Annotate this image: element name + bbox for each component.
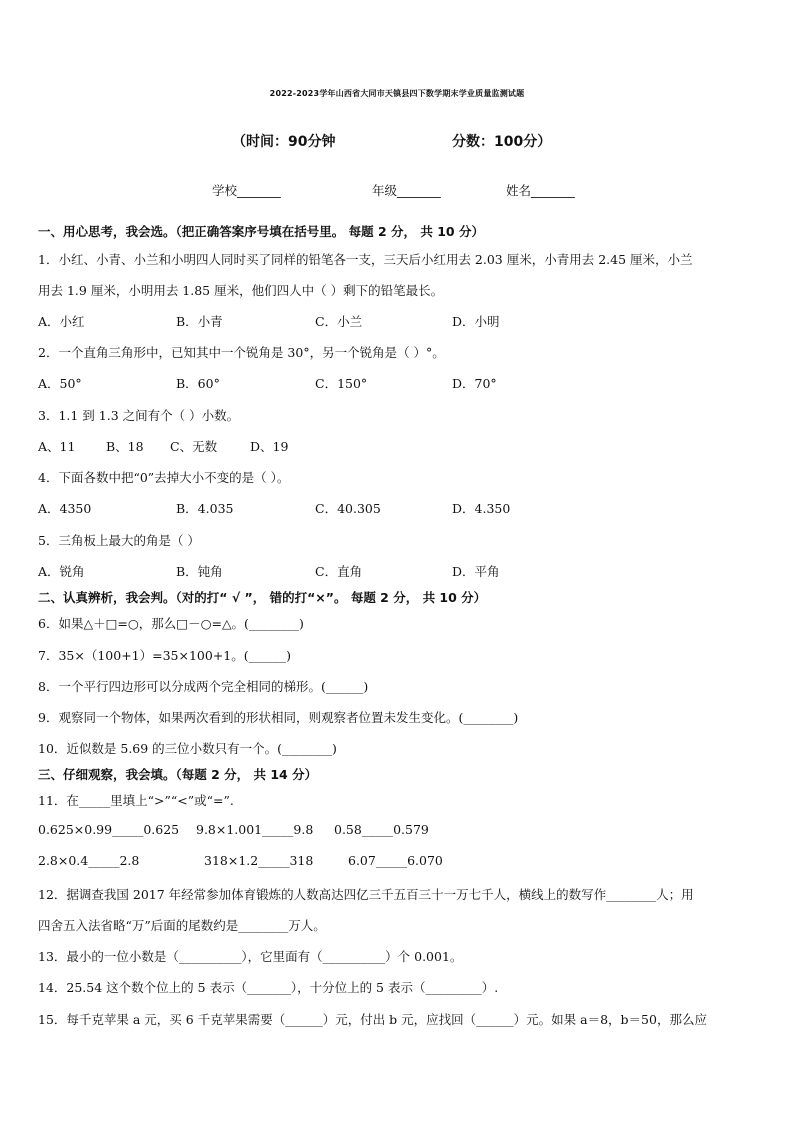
exam-score: 分数：100分） bbox=[452, 134, 552, 150]
option: D．平角 bbox=[452, 564, 500, 579]
question-9: 9．观察同一个物体，如果两次看到的形状相同，则观察者位置未发生变化。(________) bbox=[38, 710, 519, 725]
question-1-line-1: 1．小红、小青、小兰和小明四人同时买了同样的铅笔各一支，三天后小红用去 2.03 厘米，小青用去 2.45 厘米，小兰 bbox=[38, 252, 693, 267]
question-8: 8．一个平行四边形可以分成两个完全相同的梯形。(______) bbox=[38, 679, 369, 694]
name-field: 姓名_______ bbox=[506, 183, 575, 198]
comparison-item: 0.625×0.99_____0.625 bbox=[38, 822, 180, 837]
option: A．4350 bbox=[38, 501, 92, 516]
comparison-item: 2.8×0.4_____2.8 bbox=[38, 853, 140, 868]
question-13: 13．最小的一位小数是（__________），它里面有（__________）个 0.001。 bbox=[38, 949, 463, 964]
option: A、11 bbox=[38, 439, 76, 454]
option: C．40.305 bbox=[315, 501, 381, 516]
question-4: 4．下面各数中把“0”去掉大小不变的是（ ）。 bbox=[38, 470, 290, 485]
school-field: 学校_______ bbox=[212, 183, 281, 198]
question-12-line-2: 四舍五入法省略“万”后面的尾数约是________万人。 bbox=[38, 918, 326, 933]
comparison-item: 0.58_____0.579 bbox=[334, 822, 429, 837]
comparison-item: 318×1.2_____318 bbox=[204, 853, 314, 868]
option: B．4.035 bbox=[176, 501, 234, 516]
section-heading: 三、仔细观察，我会填。（每题 2 分， 共 14 分） bbox=[38, 767, 318, 782]
question-10: 10．近似数是 5.69 的三位小数只有一个。(________) bbox=[38, 741, 337, 756]
option: A．小红 bbox=[38, 314, 85, 329]
grade-field: 年级_______ bbox=[372, 183, 441, 198]
option: B．60° bbox=[176, 376, 220, 391]
question-1-line-2: 用去 1.9 厘米，小明用去 1.85 厘米，他们四人中（ ）剩下的铅笔最长。 bbox=[38, 283, 444, 298]
option: C．小兰 bbox=[315, 314, 363, 329]
option: B、18 bbox=[106, 439, 144, 454]
question-15: 15．每千克苹果 a 元，买 6 千克苹果需要（______）元，付出 b 元，应找回（______）元。如果 a＝8，b＝50，那么应 bbox=[38, 1012, 707, 1027]
question-11: 11．在_____里填上“>”“<”或“=”. bbox=[38, 793, 234, 808]
question-6: 6．如果△＋□=○，那么□－○=△。(________) bbox=[38, 616, 304, 631]
exam-time: （时间：90分钟 bbox=[232, 134, 336, 150]
option: D．4.350 bbox=[452, 501, 511, 516]
option: C．150° bbox=[315, 376, 368, 391]
comparison-item: 6.07_____6.070 bbox=[348, 853, 443, 868]
option: C．直角 bbox=[315, 564, 363, 579]
exam-title: 2022-2023学年山西省大同市天镇县四下数学期末学业质量监测试题 bbox=[269, 89, 525, 98]
option: B．小青 bbox=[176, 314, 223, 329]
question-3: 3．1.1 到 1.3 之间有个（ ）小数。 bbox=[38, 408, 240, 423]
section-heading: 二、认真辨析，我会判。（对的打“ √ ”， 错的打“×”。 每题 2 分， 共 10 分） bbox=[38, 590, 487, 605]
question-12-line-1: 12．据调查我国 2017 年经常参加体育锻炼的人数高达四亿三千五百三十一万七千人，横线上的数写作________人；用 bbox=[38, 887, 694, 902]
option: A．锐角 bbox=[38, 564, 85, 579]
question-2: 2．一个直角三角形中，已知其中一个锐角是 30°，另一个锐角是（ ）°。 bbox=[38, 345, 445, 360]
option: D、19 bbox=[250, 439, 289, 454]
question-5: 5．三角板上最大的角是（ ） bbox=[38, 533, 200, 548]
question-14: 14．25.54 这个数个位上的 5 表示（_______），十分位上的 5 表示（_________）. bbox=[38, 980, 499, 995]
comparison-item: 9.8×1.001_____9.8 bbox=[196, 822, 314, 837]
question-7: 7．35×（100+1）=35×100+1。(______) bbox=[38, 648, 292, 663]
section-heading: 一、用心思考，我会选。（把正确答案序号填在括号里。 每题 2 分， 共 10 分） bbox=[38, 224, 484, 239]
option: D．70° bbox=[452, 376, 497, 391]
option: C、无数 bbox=[170, 439, 218, 454]
option: B．钝角 bbox=[176, 564, 223, 579]
option: D．小明 bbox=[452, 314, 500, 329]
option: A．50° bbox=[38, 376, 82, 391]
